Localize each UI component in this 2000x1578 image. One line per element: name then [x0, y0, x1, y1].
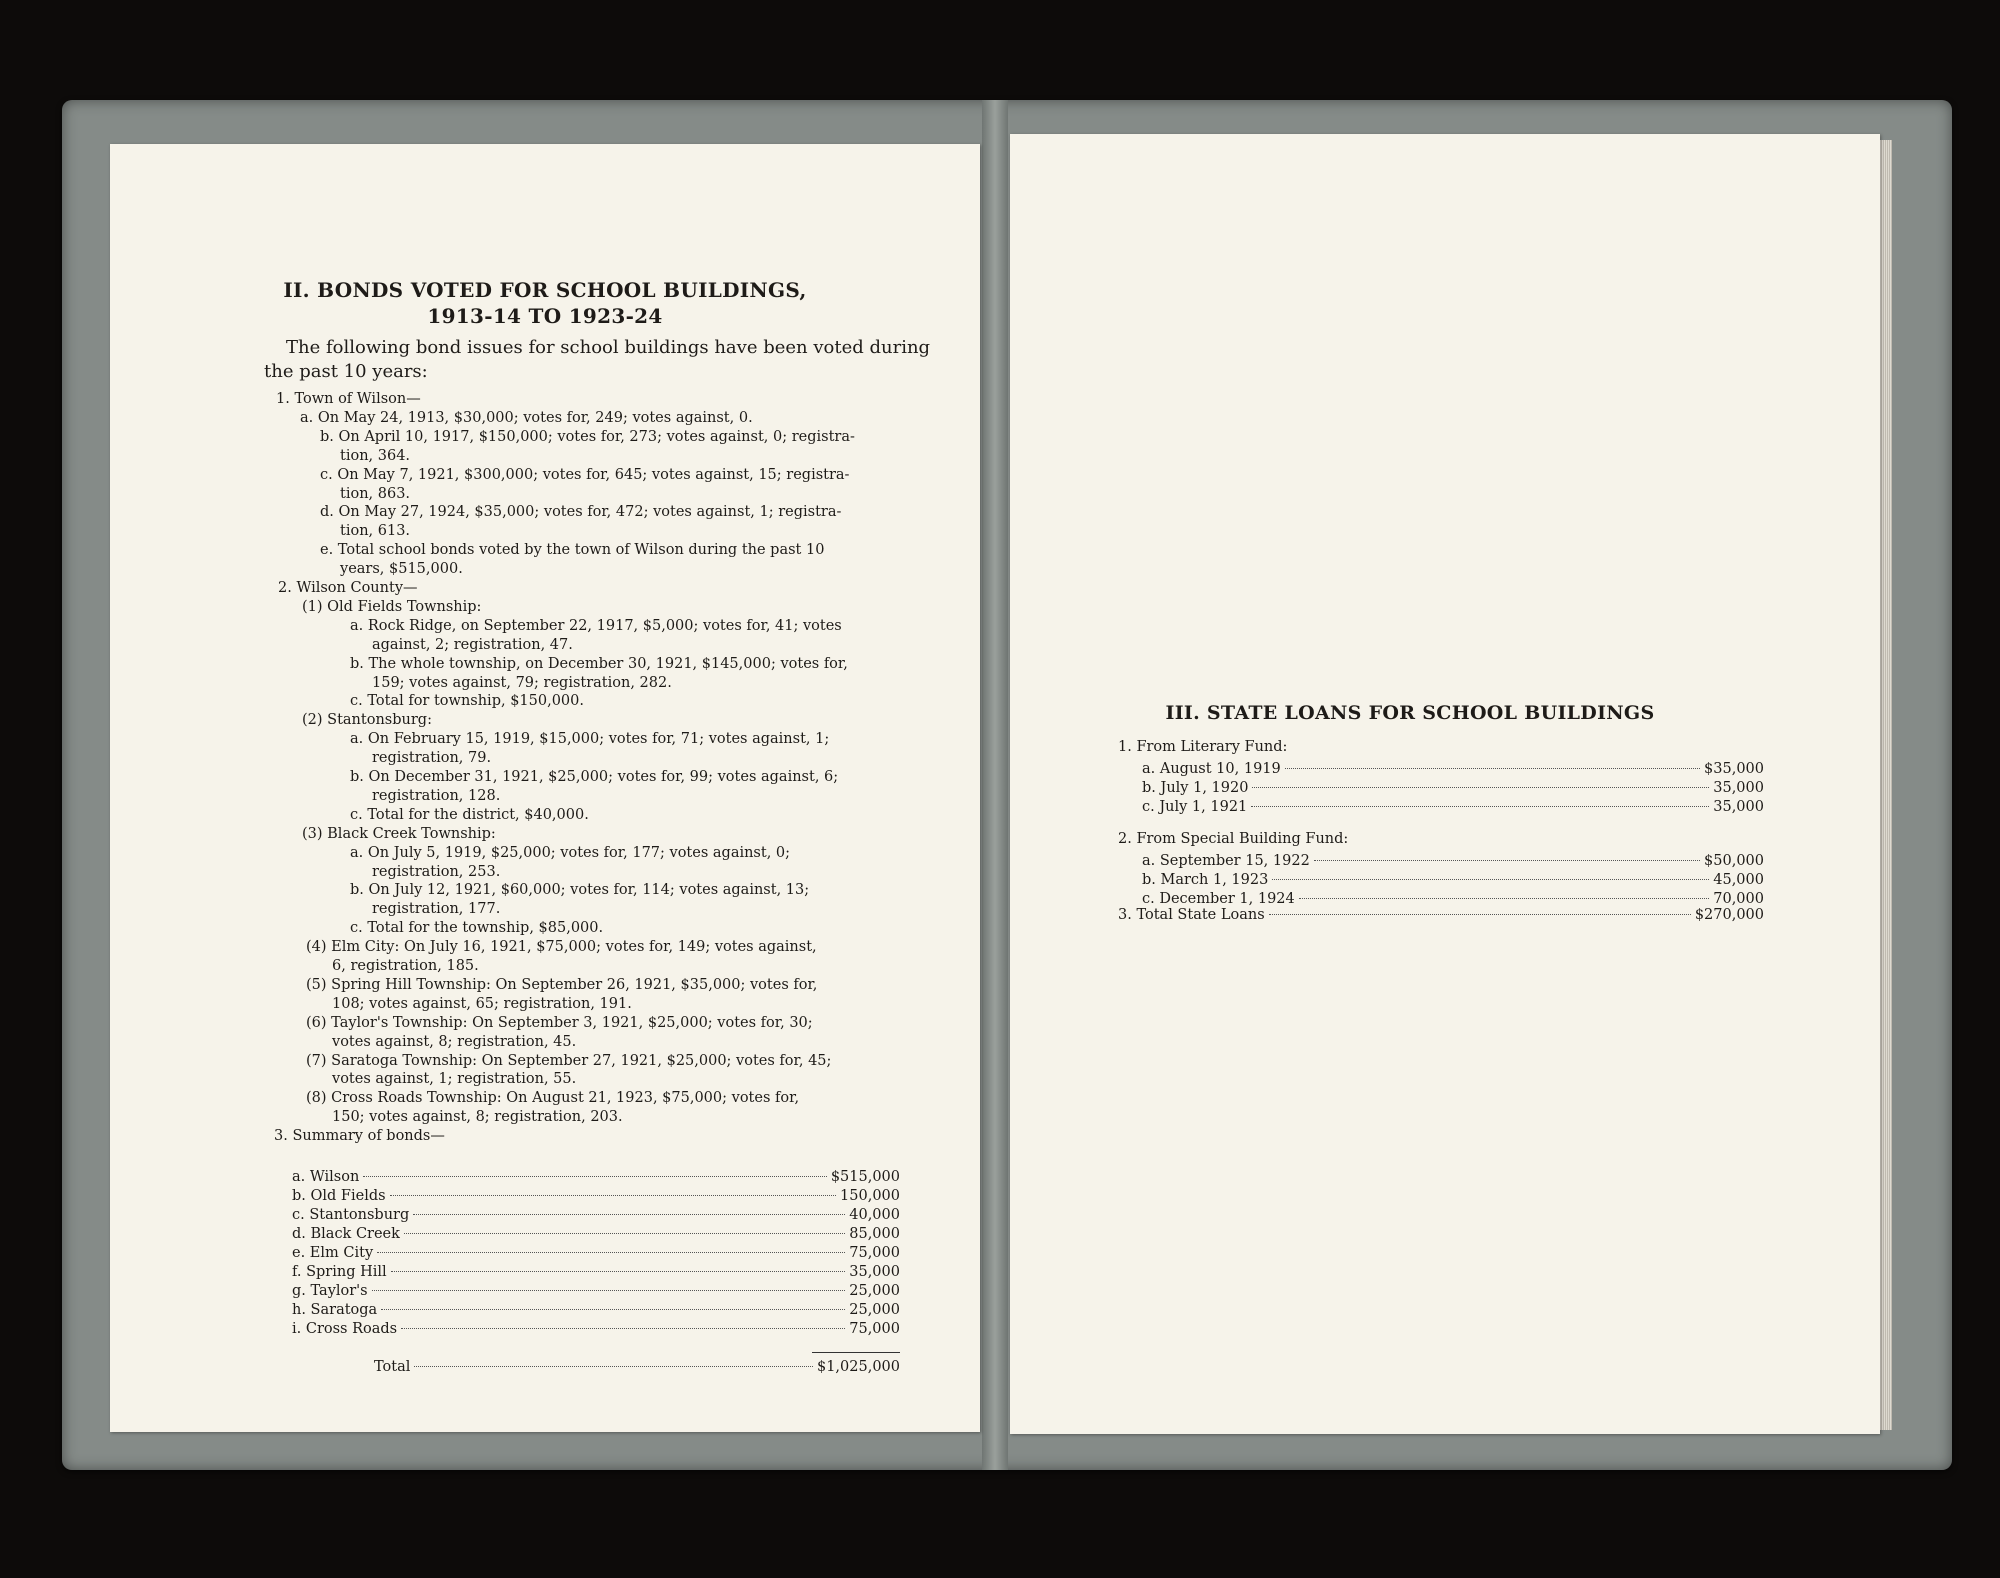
bond-list-line: years, $515,000. [340, 561, 463, 577]
bond-list-line: 108; votes against, 65; registration, 191. [332, 996, 632, 1012]
bond-list-line: 2. Wilson County— [278, 580, 418, 596]
loan-amount: 45,000 [1713, 872, 1764, 888]
bond-list-line: tion, 364. [340, 448, 411, 464]
leader-dots [413, 1214, 845, 1215]
literary-row [1142, 779, 1764, 797]
summary-row [292, 1225, 900, 1243]
literary-row [1142, 798, 1764, 816]
bond-list-line: votes against, 8; registration, 45. [332, 1034, 577, 1050]
state-loans-total-amount: $270,000 [1694, 907, 1764, 923]
book-spine [982, 100, 1008, 1470]
bond-list-line: a. On February 15, 1919, $15,000; votes for, 71; votes against, 1; [350, 731, 830, 747]
bond-list-line: b. On April 10, 1917, $150,000; votes for, 273; votes against, 0; registra- [320, 429, 855, 445]
left-page-title: II. BONDS VOTED FOR SCHOOL BUILDINGS, [283, 278, 807, 302]
loan-date: c. July 1, 1921 [1142, 799, 1248, 815]
leader-dots [401, 1328, 845, 1329]
summary-label: c. Stantonsburg [292, 1207, 410, 1223]
bond-list-line: a. On July 5, 1919, $25,000; votes for, 177; votes against, 0; [350, 845, 791, 861]
special-row [1142, 852, 1764, 870]
bond-list-line: 1. Town of Wilson— [276, 391, 421, 407]
summary-amount: 25,000 [849, 1302, 900, 1318]
total-rule [812, 1352, 900, 1353]
bond-list-line: e. Total school bonds voted by the town of Wilson during the past 10 [320, 542, 825, 558]
leader-dots [372, 1290, 846, 1291]
bond-list-line: 150; votes against, 8; registration, 203. [332, 1109, 623, 1125]
bond-list-line: registration, 177. [372, 901, 501, 917]
summary-row [292, 1187, 900, 1205]
summary-label: b. Old Fields [292, 1188, 386, 1204]
summary-amount: 85,000 [849, 1226, 900, 1242]
bond-list-line: d. On May 27, 1924, $35,000; votes for, 472; votes against, 1; registra- [320, 504, 842, 520]
leader-dots [1314, 860, 1700, 861]
bond-list-line: c. Total for the township, $85,000. [350, 920, 604, 936]
literary-row [1142, 760, 1764, 778]
summary-amount: 75,000 [849, 1245, 900, 1261]
page-stack-edge [1880, 140, 1892, 1430]
bond-list-line: 159; votes against, 79; registration, 282. [372, 675, 672, 691]
leader-dots [1252, 787, 1709, 788]
bond-list-line: (2) Stantonsburg: [302, 712, 432, 728]
bond-list-line: (6) Taylor's Township: On September 3, 1921, $25,000; votes for, 30; [306, 1015, 813, 1031]
loan-amount: $50,000 [1704, 853, 1764, 869]
right-page [1010, 134, 1880, 1434]
summary-label: i. Cross Roads [292, 1321, 398, 1337]
summary-amount: $515,000 [830, 1169, 900, 1185]
summary-label: d. Black Creek [292, 1226, 400, 1242]
left-page [110, 144, 980, 1432]
summary-amount: 75,000 [849, 1321, 900, 1337]
loan-amount: 70,000 [1713, 891, 1764, 907]
bond-list-line: registration, 253. [372, 864, 501, 880]
leader-dots [1269, 914, 1691, 915]
bond-total-amount: $1,025,000 [816, 1359, 900, 1375]
summary-row [292, 1320, 900, 1338]
summary-row [292, 1282, 900, 1300]
summary-label: f. Spring Hill [292, 1264, 387, 1280]
bond-list-line: (3) Black Creek Township: [302, 826, 496, 842]
leader-dots [363, 1176, 827, 1177]
bond-list-line: (7) Saratoga Township: On September 27, 1921, $25,000; votes for, 45; [306, 1053, 832, 1069]
summary-row [292, 1301, 900, 1319]
bond-list-line: b. On December 31, 1921, $25,000; votes for, 99; votes against, 6; [350, 769, 839, 785]
special-fund-heading: 2. From Special Building Fund: [1118, 831, 1349, 847]
bond-list-line: registration, 128. [372, 788, 501, 804]
right-page-title: III. STATE LOANS FOR SCHOOL BUILDINGS [1165, 702, 1655, 724]
loan-date: c. December 1, 1924 [1142, 891, 1295, 907]
summary-amount: 35,000 [849, 1264, 900, 1280]
leader-dots [1251, 806, 1709, 807]
leader-dots [1272, 879, 1709, 880]
loan-date: a. September 15, 1922 [1142, 853, 1310, 869]
summary-label: a. Wilson [292, 1169, 360, 1185]
bond-list-line: (4) Elm City: On July 16, 1921, $75,000; votes for, 149; votes against, [306, 939, 817, 955]
loan-date: b. July 1, 1920 [1142, 780, 1249, 796]
leader-dots [1299, 898, 1710, 899]
loan-date: b. March 1, 1923 [1142, 872, 1269, 888]
summary-label: e. Elm City [292, 1245, 374, 1261]
bond-list-line: votes against, 1; registration, 55. [332, 1071, 577, 1087]
loan-date: a. August 10, 1919 [1142, 761, 1281, 777]
bond-list-line: (5) Spring Hill Township: On September 26, 1921, $35,000; votes for, [306, 977, 818, 993]
book-binder [62, 100, 1952, 1470]
summary-label: g. Taylor's [292, 1283, 368, 1299]
summary-amount: 25,000 [849, 1283, 900, 1299]
bond-list-line: c. On May 7, 1921, $300,000; votes for, 645; votes against, 15; registra- [320, 467, 850, 483]
bond-list-line: against, 2; registration, 47. [372, 637, 573, 653]
bond-list-line: tion, 863. [340, 486, 411, 502]
intro-line-1: The following bond issues for school buildings have been voted during [286, 337, 931, 358]
state-loans-total-row [1118, 906, 1764, 924]
summary-amount: 40,000 [849, 1207, 900, 1223]
summary-row [292, 1168, 900, 1186]
bond-total-row [374, 1358, 900, 1376]
bond-list-line: tion, 613. [340, 523, 411, 539]
summary-row [292, 1206, 900, 1224]
bond-list-line: c. Total for the district, $40,000. [350, 807, 589, 823]
bond-list-line: b. On July 12, 1921, $60,000; votes for, 114; votes against, 13; [350, 882, 810, 898]
bond-list-line: b. The whole township, on December 30, 1921, $145,000; votes for, [350, 656, 848, 672]
bond-total-label: Total [374, 1359, 411, 1375]
summary-amount: 150,000 [840, 1188, 900, 1204]
loan-amount: 35,000 [1713, 780, 1764, 796]
bond-list-line: a. Rock Ridge, on September 22, 1917, $5,000; votes for, 41; votes [350, 618, 842, 634]
bond-list-line: 6, registration, 185. [332, 958, 479, 974]
bond-list-line: (8) Cross Roads Township: On August 21, 1923, $75,000; votes for, [306, 1090, 800, 1106]
bond-list-line: registration, 79. [372, 750, 492, 766]
summary-row [292, 1263, 900, 1281]
state-loans-total-label: 3. Total State Loans [1118, 907, 1265, 923]
leader-dots [1285, 768, 1700, 769]
bond-list-line: a. On May 24, 1913, $30,000; votes for, 249; votes against, 0. [300, 410, 753, 426]
loan-amount: 35,000 [1713, 799, 1764, 815]
bond-list-line: (1) Old Fields Township: [302, 599, 482, 615]
special-row [1142, 871, 1764, 889]
leader-dots [404, 1233, 845, 1234]
leader-dots [391, 1271, 846, 1272]
left-page-subtitle: 1913-14 TO 1923-24 [427, 304, 663, 328]
summary-row [292, 1244, 900, 1262]
summary-label: h. Saratoga [292, 1302, 378, 1318]
leader-dots [381, 1309, 845, 1310]
bond-list-line: 3. Summary of bonds— [274, 1128, 445, 1144]
leader-dots [377, 1252, 845, 1253]
intro-line-2: the past 10 years: [264, 361, 428, 382]
loan-amount: $35,000 [1704, 761, 1764, 777]
bond-list-line: c. Total for township, $150,000. [350, 693, 584, 709]
leader-dots [390, 1195, 836, 1196]
literary-fund-heading: 1. From Literary Fund: [1118, 739, 1288, 755]
leader-dots [414, 1366, 813, 1367]
